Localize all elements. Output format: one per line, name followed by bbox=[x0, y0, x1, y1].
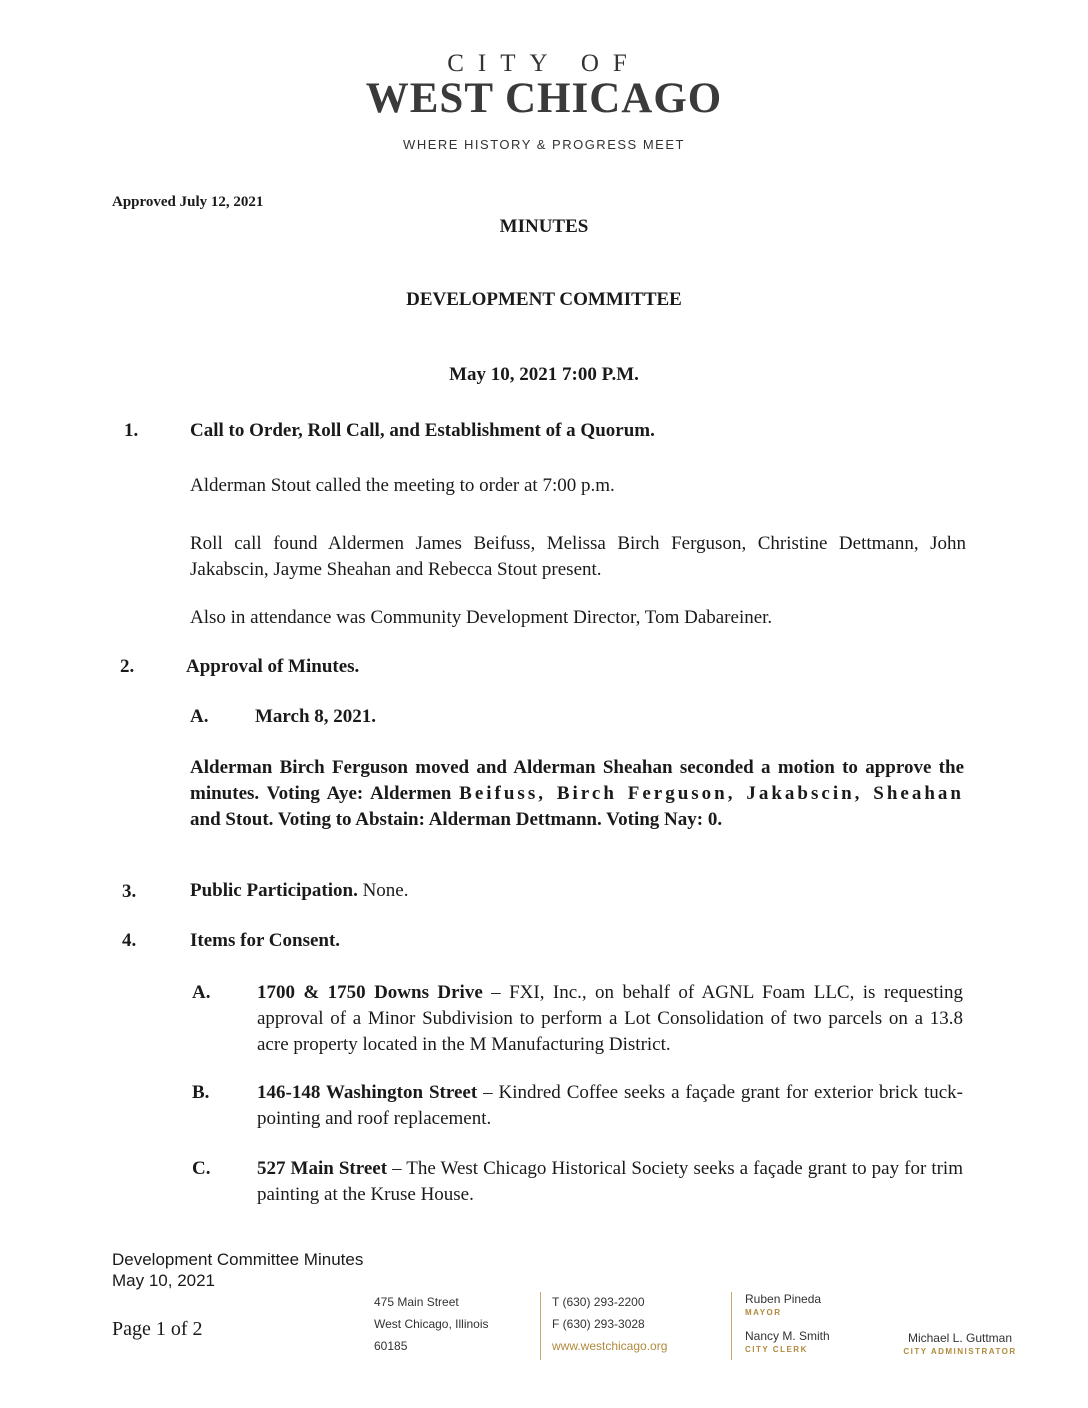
section-3-heading: Public Participation. bbox=[190, 880, 358, 901]
phone-number: T (630) 293-2200 bbox=[552, 1295, 645, 1309]
footer-divider-2 bbox=[731, 1292, 732, 1360]
consent-item-c bbox=[257, 1156, 963, 1208]
footer-administrator bbox=[870, 1331, 1050, 1359]
consent-item-c-text: – The West Chicago Historical Society seeks a façade grant to pay for trim painting at the Kruse House. bbox=[257, 1158, 963, 1205]
section-1-heading: Call to Order, Roll Call, and Establishment of a Quorum. bbox=[190, 420, 655, 441]
section-3-number: 3. bbox=[122, 881, 137, 902]
section-1-number: 1. bbox=[124, 420, 139, 441]
motion-names: Beifuss, Birch Ferguson, Jakabscin, Sheahan bbox=[459, 783, 964, 804]
section-1-roll-call: Roll call found Aldermen James Beifuss, Melissa Birch Ferguson, Christine Dettmann, John Jakabscin, Jayme Sheahan and Rebecca Stout present. bbox=[190, 533, 966, 580]
website-link[interactable]: www.westchicago.org bbox=[552, 1339, 668, 1353]
section-2a-label: A. bbox=[190, 706, 209, 727]
consent-item-a-label: A. bbox=[192, 982, 211, 1003]
consent-item-c-title: 527 Main Street bbox=[257, 1158, 388, 1179]
clerk-name: Nancy M. Smith bbox=[745, 1329, 830, 1343]
mayor-title: MAYOR bbox=[745, 1308, 782, 1317]
section-1-attendance: Also in attendance was Community Development Director, Tom Dabareiner. bbox=[190, 607, 773, 628]
page-number: Page 1 of 2 bbox=[112, 1318, 203, 1340]
administrator-name: Michael L. Guttman bbox=[907, 1331, 1013, 1345]
section-4-heading: Items for Consent. bbox=[190, 930, 341, 951]
consent-item-a-title: 1700 & 1750 Downs Drive bbox=[257, 982, 483, 1003]
logo-west-chicago: WEST CHICAGO bbox=[365, 75, 723, 122]
section-3-text: None. bbox=[357, 880, 409, 901]
fax-number: F (630) 293-3028 bbox=[552, 1317, 645, 1331]
footer-doc-name: Development Committee Minutes bbox=[112, 1250, 364, 1269]
section-2a-title: March 8, 2021. bbox=[255, 706, 377, 727]
logo-city-of: CITY OF bbox=[447, 50, 641, 77]
consent-item-b-text: – Kindred Coffee seeks a façade grant for exterior brick tuck-pointing and roof replacement. bbox=[257, 1082, 963, 1129]
logo-tagline: WHERE HISTORY & PROGRESS MEET bbox=[403, 137, 685, 152]
consent-item-a-text: – FXI, Inc., on behalf of AGNL Foam LLC, is requesting approval of a Minor Subdivision to perform a Lot Consolidation of two parcels on a 13.8 acre property located in the M Manufacturing District. bbox=[257, 982, 963, 1055]
section-2-heading: Approval of Minutes. bbox=[186, 656, 360, 677]
administrator-title: CITY ADMINISTRATOR bbox=[903, 1347, 1017, 1356]
address-line-3: 60185 bbox=[374, 1339, 408, 1353]
section-2-motion bbox=[190, 755, 964, 833]
footer-divider-1 bbox=[540, 1292, 541, 1360]
committee-name: DEVELOPMENT COMMITTEE bbox=[406, 289, 682, 310]
document-title: MINUTES bbox=[499, 216, 589, 237]
section-4-number: 4. bbox=[122, 930, 137, 951]
section-1-call-to-order: Alderman Stout called the meeting to order at 7:00 p.m. bbox=[190, 475, 615, 496]
address-line-2: West Chicago, Illinois bbox=[374, 1317, 489, 1331]
consent-item-b-label: B. bbox=[192, 1082, 210, 1103]
consent-item-b-title: 146-148 Washington Street bbox=[257, 1082, 478, 1103]
mayor-name: Ruben Pineda bbox=[745, 1292, 822, 1306]
consent-item-a bbox=[257, 980, 963, 1058]
section-2-number: 2. bbox=[120, 656, 135, 677]
motion-text-2: and Stout. Voting to Abstain: Alderman Dettmann. Voting Nay: 0. bbox=[190, 809, 723, 830]
footer-contact bbox=[552, 1292, 722, 1356]
footer-address bbox=[374, 1292, 524, 1356]
address-line-1: 475 Main Street bbox=[374, 1295, 459, 1309]
consent-item-c-label: C. bbox=[192, 1158, 211, 1179]
motion-text-1: Alderman Birch Ferguson moved and Alderman Sheahan seconded a motion to approve the minutes. Voting Aye: Aldermen bbox=[190, 757, 964, 804]
clerk-title: CITY CLERK bbox=[745, 1345, 808, 1354]
approval-note: Approved July 12, 2021 bbox=[112, 194, 264, 210]
footer-officials bbox=[745, 1292, 885, 1357]
consent-item-b bbox=[257, 1080, 963, 1132]
section-3-line bbox=[190, 878, 408, 904]
footer-doc-date: May 10, 2021 bbox=[112, 1271, 216, 1290]
meeting-date-time: May 10, 2021 7:00 P.M. bbox=[449, 364, 639, 385]
